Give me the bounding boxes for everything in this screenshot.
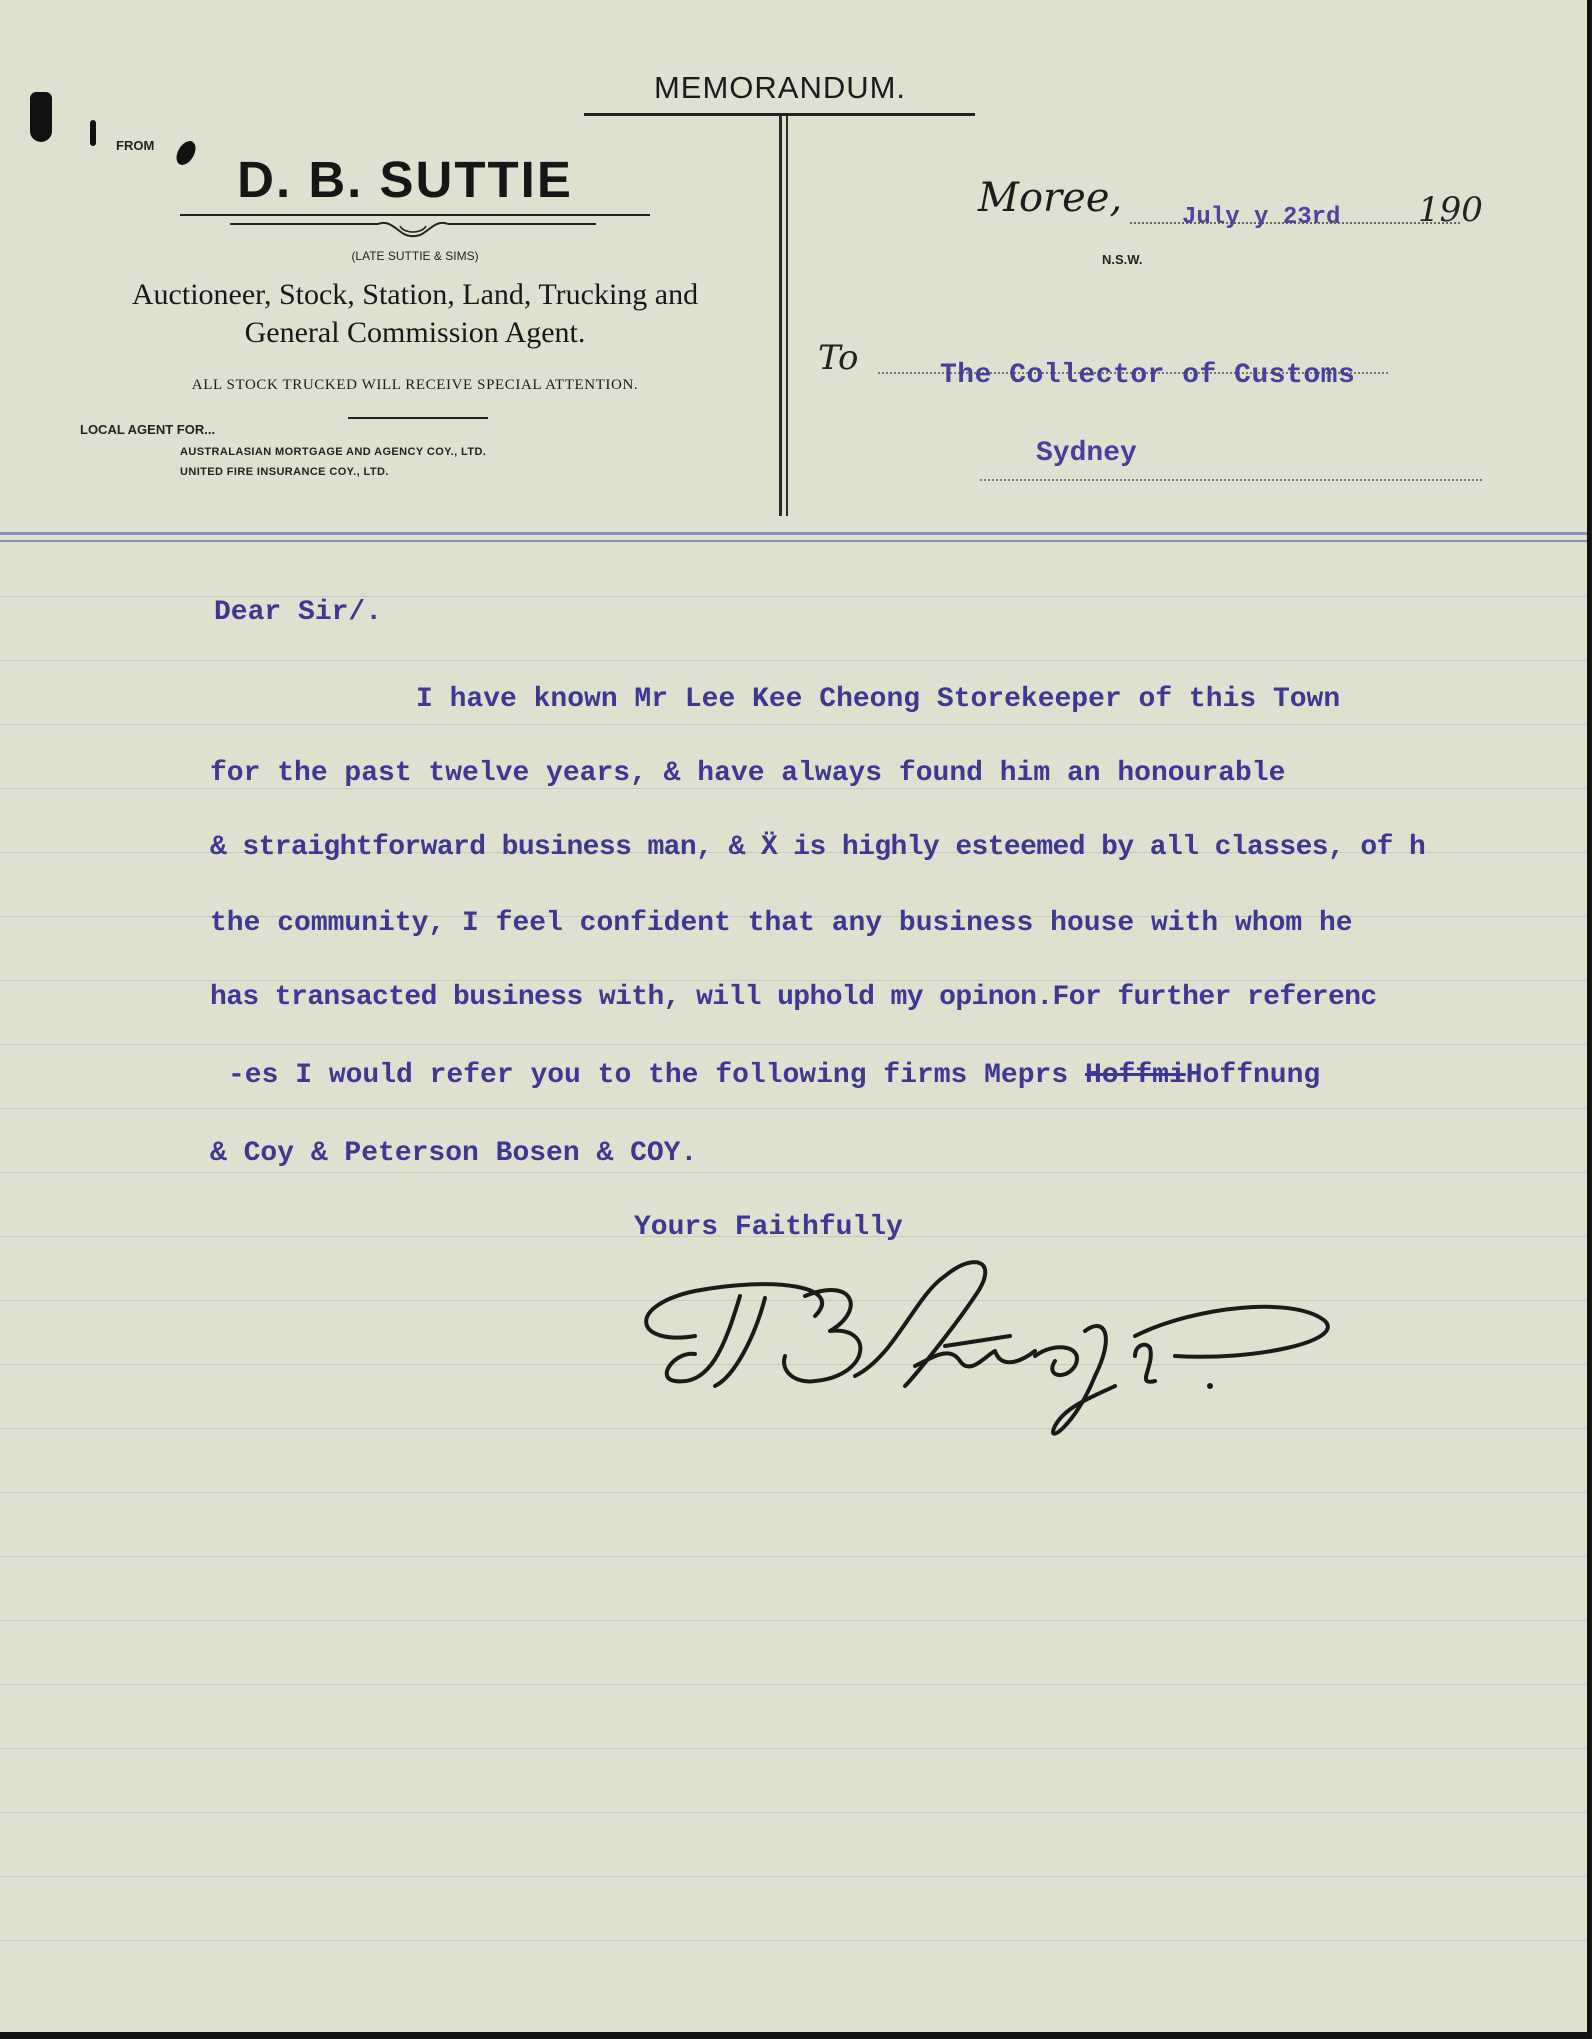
state-label: N.S.W. bbox=[1102, 252, 1143, 267]
agency-line: AUSTRALASIAN MORTGAGE AND AGENCY COY., LTD. bbox=[180, 446, 487, 458]
from-label: FROM bbox=[116, 138, 155, 153]
signature bbox=[615, 1236, 1345, 1456]
to-label: To bbox=[818, 338, 859, 378]
body-line: has transacted business with, will uphold my opinon.For further referenc bbox=[210, 982, 1377, 1013]
late-note: (LATE SUTTIE & SIMS) bbox=[351, 249, 479, 263]
ink-blot bbox=[30, 92, 52, 142]
sender-name: D. B. SUTTIE bbox=[237, 151, 573, 208]
body-line: I have known Mr Lee Kee Cheong Storekeeper of this Town bbox=[416, 684, 1341, 715]
flourish-ornament bbox=[228, 216, 598, 246]
body-line: for the past twelve years, & have always found him an honourable bbox=[210, 758, 1286, 789]
occupation-line-2: General Commission Agent. bbox=[244, 316, 586, 349]
city-dotted-line bbox=[980, 479, 1482, 481]
firm-name: Hoffnung bbox=[1185, 1060, 1321, 1091]
closing: Yours Faithfully bbox=[634, 1212, 903, 1243]
letter-date: July y 23rd bbox=[1182, 204, 1341, 231]
local-agent-label: LOCAL AGENT FOR... bbox=[80, 422, 216, 437]
header-separator-inner bbox=[0, 540, 1587, 542]
place-name: Moree, bbox=[978, 175, 1123, 221]
occupation-line-1: Auctioneer, Stock, Station, Land, Trucking and bbox=[131, 278, 699, 311]
agency-line: UNITED FIRE INSURANCE COY., LTD. bbox=[180, 466, 389, 478]
header-divider bbox=[779, 116, 782, 516]
header-divider-inner bbox=[786, 116, 788, 516]
ink-mark bbox=[90, 120, 96, 146]
header-separator bbox=[0, 532, 1587, 535]
struck-word: Hoffmi bbox=[1084, 1060, 1186, 1091]
body-line: & straightforward business man, & Ẍ is highly esteemed by all classes, of h bbox=[210, 832, 1426, 863]
addressee-name: The Collector of Customs bbox=[940, 360, 1356, 391]
addressee-city: Sydney bbox=[1036, 438, 1137, 469]
notice-rule bbox=[348, 417, 488, 419]
body-line bbox=[228, 1060, 1320, 1091]
year-prefix: 190 bbox=[1418, 190, 1483, 230]
trucking-notice: ALL STOCK TRUCKED WILL RECEIVE SPECIAL ATTENTION. bbox=[191, 377, 639, 393]
salutation: Dear Sir/. bbox=[214, 597, 383, 628]
body-line-text: -es I would refer you to the following firms Meprs bbox=[228, 1060, 1069, 1091]
occupation bbox=[70, 276, 760, 352]
memo-title: MEMORANDUM. bbox=[653, 70, 907, 105]
body-line: & Coy & Peterson Bosen & COY. bbox=[210, 1138, 698, 1169]
body-line: the community, I feel confident that any business house with whom he bbox=[210, 908, 1353, 939]
